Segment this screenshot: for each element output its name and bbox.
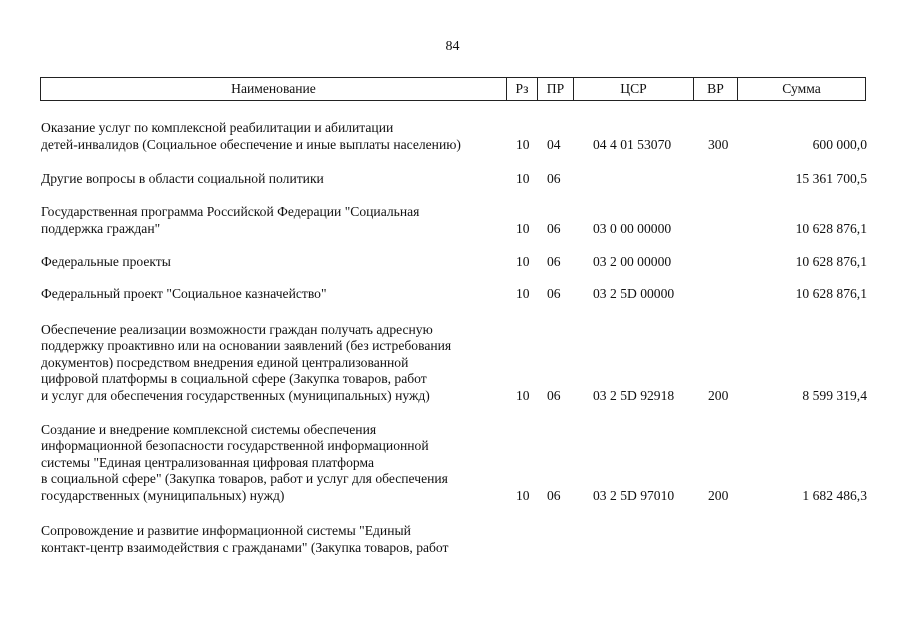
row-pr: 06 [547, 170, 561, 186]
row-vr: 300 [708, 136, 729, 152]
row-rz: 10 [516, 220, 530, 236]
row-name: Государственная программа Российской Федерации "Социальная поддержка граждан" [41, 204, 420, 236]
table-row [0, 167, 905, 187]
row-vr: 200 [708, 387, 729, 403]
header-sum: Сумма [782, 81, 821, 96]
table-row [0, 200, 905, 237]
row-name: Обеспечение реализации возможности граждан получать адресную поддержку проактивно или на основании заявлений (без истребования документов) посредством внедрения единой централизованной цифровой платформы в социальной сфере (Закупка товаров, работ и услуг для обеспечения государственных (муниципальных) нужд) [41, 321, 452, 403]
row-sum: 10 628 876,1 [795, 253, 867, 269]
table-row [0, 116, 905, 153]
row-csr: 03 0 00 00000 [593, 220, 672, 236]
row-pr: 06 [547, 487, 561, 503]
row-vr: 200 [708, 487, 729, 503]
header-pr: ПР [538, 78, 574, 100]
row-sum: 1 682 486,3 [802, 487, 867, 503]
table-header [40, 77, 866, 101]
row-rz: 10 [516, 170, 530, 186]
table-row [0, 519, 905, 556]
row-name: Федеральный проект "Социальное казначейство" [41, 285, 327, 301]
row-pr: 06 [547, 285, 561, 301]
row-pr: 04 [547, 136, 561, 152]
header-rz: Рз [507, 78, 538, 100]
row-csr: 03 2 00 00000 [593, 253, 672, 269]
row-csr: 03 2 5D 92918 [593, 387, 675, 403]
table-row [0, 282, 905, 302]
header-csr: ЦСР [574, 78, 694, 100]
row-rz: 10 [516, 387, 530, 403]
row-sum: 600 000,0 [812, 136, 867, 152]
row-pr: 06 [547, 220, 561, 236]
row-csr: 03 2 5D 97010 [593, 487, 675, 503]
row-name: Сопровождение и развитие информационной системы "Единый контакт-центр взаимодействия с гражданами" (Закупка товаров, работ [41, 523, 449, 555]
row-name: Федеральные проекты [41, 253, 171, 269]
table-row [0, 250, 905, 270]
row-name: Оказание услуг по комплексной реабилитации и абилитации детей-инвалидов (Социальное обеспечение и иные выплаты населению) [41, 120, 461, 152]
row-sum: 8 599 319,4 [802, 387, 867, 403]
row-pr: 06 [547, 253, 561, 269]
row-csr: 03 2 5D 00000 [593, 285, 675, 301]
row-sum: 10 628 876,1 [795, 220, 867, 236]
row-csr: 04 4 01 53070 [593, 136, 672, 152]
header-vr: ВР [694, 78, 738, 100]
row-sum: 10 628 876,1 [795, 285, 867, 301]
table-row [0, 416, 905, 504]
row-rz: 10 [516, 253, 530, 269]
row-pr: 06 [547, 387, 561, 403]
row-name: Создание и внедрение комплексной системы обеспечения информационной безопасности государственной информационной системы "Единая централизованная цифровая платформа в социальной сфере" (Закупка товаров, работ и услуг для обеспечения государственных (муниципальных) нужд) [41, 421, 448, 503]
table-row [0, 316, 905, 404]
header-name: Наименование [41, 78, 507, 100]
row-rz: 10 [516, 136, 530, 152]
page-number: 84 [445, 39, 460, 54]
row-sum: 15 361 700,5 [795, 170, 867, 186]
row-rz: 10 [516, 285, 530, 301]
row-rz: 10 [516, 487, 530, 503]
row-name: Другие вопросы в области социальной политики [41, 170, 324, 186]
